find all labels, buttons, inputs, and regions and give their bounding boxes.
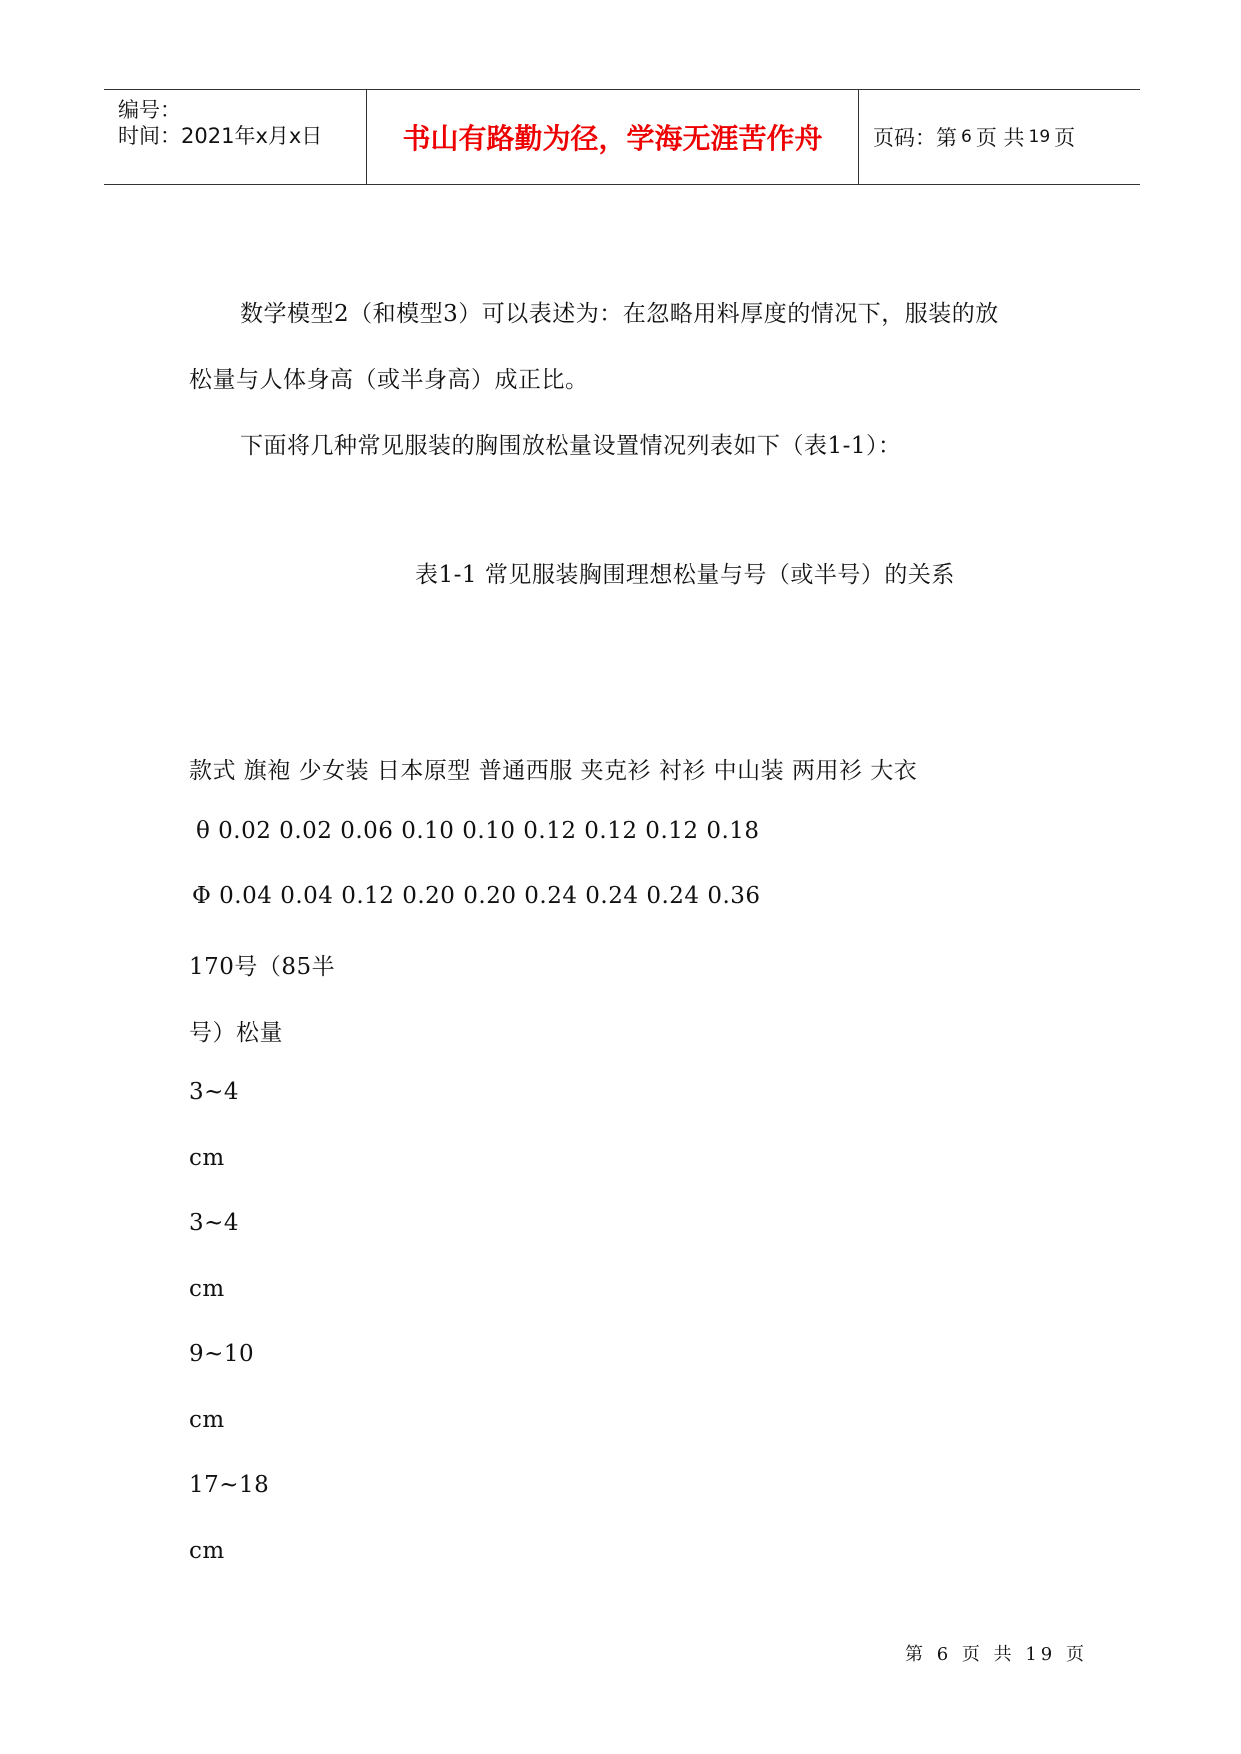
- table-row-styles: 款式 旗袍 少女装 日本原型 普通西服 夹克衫 衬衫 中山装 两用衫 大衣: [189, 758, 918, 784]
- paragraph-1-line-1: 数学模型2（和模型3）可以表述为：在忽略用料厚度的情况下，服装的放: [240, 301, 999, 327]
- table-line: cm: [189, 1145, 225, 1171]
- table-line: cm: [189, 1407, 225, 1433]
- table-line: cm: [189, 1276, 225, 1302]
- header-meta: [104, 90, 367, 184]
- header-motto: 书山有路勤为径，学海无涯苦作舟: [367, 90, 859, 184]
- page-suffix: 页: [1054, 126, 1076, 150]
- table-line: 3~4: [189, 1079, 240, 1105]
- table-line: 9~10: [189, 1341, 255, 1367]
- paragraph-2: 下面将几种常见服装的胸围放松量设置情况列表如下（表1-1）：: [240, 433, 902, 459]
- page-mid: 页 共: [975, 126, 1025, 150]
- table-row-phi: Φ 0.04 0.04 0.12 0.20 0.20 0.24 0.24 0.24 0.36: [192, 883, 761, 909]
- page-number: 6: [961, 127, 972, 147]
- page-total: 19: [1028, 127, 1051, 147]
- table-line: cm: [189, 1538, 225, 1564]
- table-line: 17~18: [189, 1472, 270, 1498]
- table-line: 号）松量: [189, 1020, 283, 1046]
- header-page-info: [859, 90, 1140, 184]
- table-line: 170号（85半: [189, 954, 336, 980]
- table-caption: 表1-1 常见服装胸围理想松量与号（或半号）的关系: [415, 562, 955, 588]
- document-number-label: 编号：: [118, 98, 181, 122]
- page-footer: 第 6 页 共 19 页: [905, 1644, 1088, 1665]
- document-date: 时间：2021年x月x日: [118, 124, 323, 148]
- table-line: 3~4: [189, 1210, 240, 1236]
- page-header: [104, 89, 1140, 185]
- page-prefix: 页码：第: [873, 126, 957, 150]
- table-row-theta: θ 0.02 0.02 0.06 0.10 0.10 0.12 0.12 0.12 0.18: [196, 818, 760, 844]
- paragraph-1-line-2: 松量与人体身高（或半身高）成正比。: [189, 367, 589, 393]
